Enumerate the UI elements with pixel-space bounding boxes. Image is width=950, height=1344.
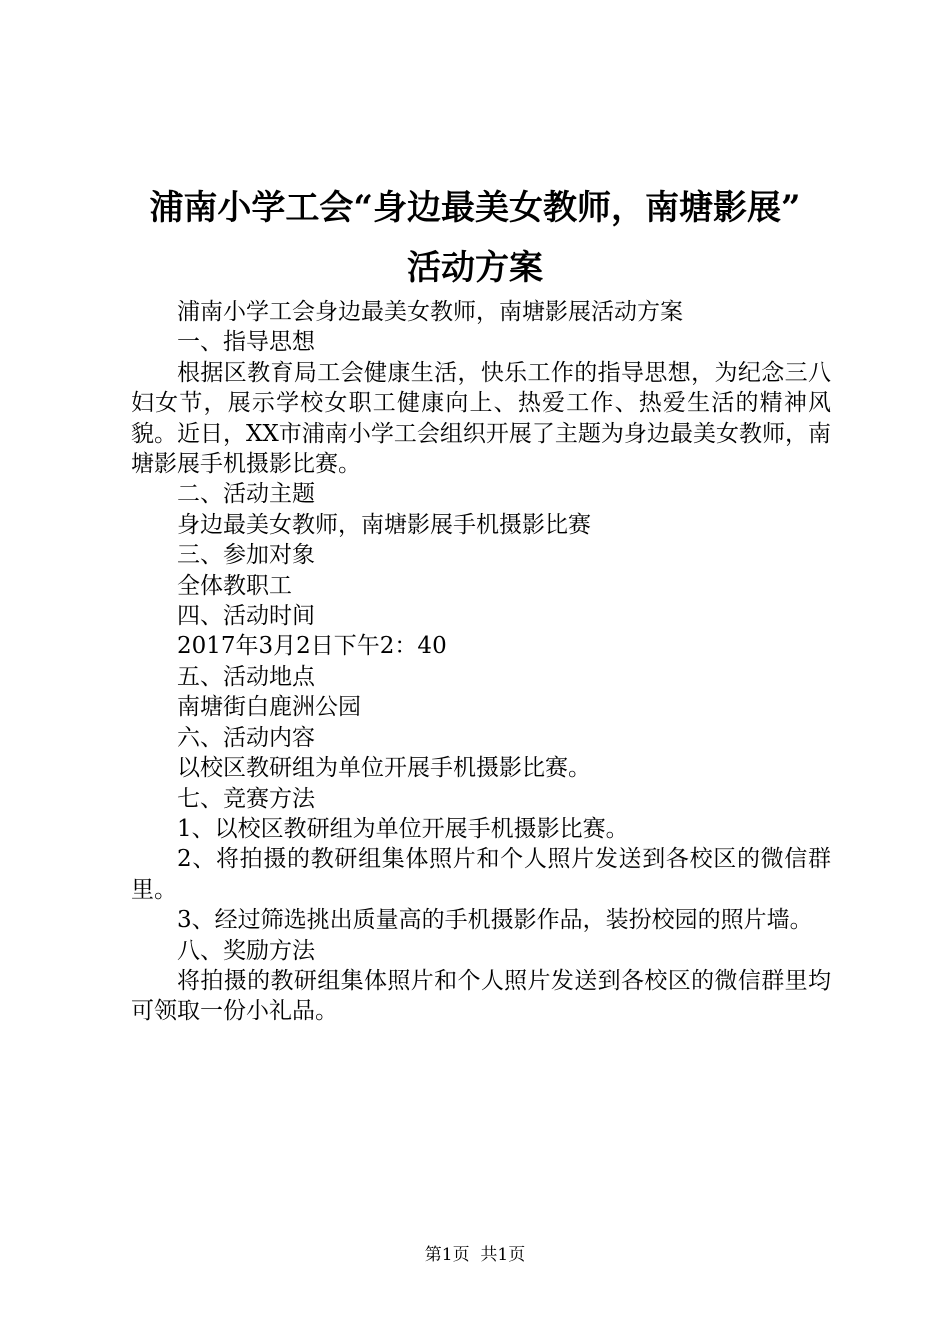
paragraph-time: 2017年3月2日下午2：40 <box>177 633 447 660</box>
document-body <box>131 297 831 1027</box>
section-heading-1: 一、指导思想 <box>177 329 315 356</box>
section-heading-7: 七、竞赛方法 <box>177 785 315 812</box>
document-title-line-2: 活动方案 <box>407 248 543 288</box>
section-heading-6: 六、活动内容 <box>177 724 315 751</box>
paragraph-theme: 身边最美女教师，南塘影展手机摄影比赛 <box>177 511 591 538</box>
section-heading-8: 八、奖励方法 <box>177 937 315 964</box>
section-heading-5: 五、活动地点 <box>177 663 315 690</box>
paragraph-content: 以校区教研组为单位开展手机摄影比赛。 <box>177 755 591 782</box>
paragraph-method-1: 1、以校区教研组为单位开展手机摄影比赛。 <box>177 815 629 842</box>
paragraph-reward: 将拍摄的教研组集体照片和个人照片发送到各校区的微信群里均可领取一份小礼品。 <box>131 967 831 1025</box>
section-heading-3: 三、参加对象 <box>177 542 315 569</box>
section-heading-2: 二、活动主题 <box>177 481 315 508</box>
document-title-line-1: 浦南小学工会“身边最美女教师，南塘影展” <box>149 188 801 228</box>
paragraph-guiding-thought: 根据区教育局工会健康生活，快乐工作的指导思想，为纪念三八妇女节，展示学校女职工健康向上、热爱工作、热爱生活的精神风貌。近日，XX市浦南小学工会组织开展了主题为身边最美女教师，南塘影展手机摄影比赛。 <box>131 359 831 478</box>
paragraph-subtitle: 浦南小学工会身边最美女教师，南塘影展活动方案 <box>177 299 683 325</box>
page-footer: 第1页 共1页 <box>424 1245 526 1265</box>
paragraph-method-3: 3、经过筛选挑出质量高的手机摄影作品，装扮校园的照片墙。 <box>177 907 813 934</box>
paragraph-method-2: 2、将拍摄的教研组集体照片和个人照片发送到各校区的微信群里。 <box>131 846 831 903</box>
section-heading-4: 四、活动时间 <box>177 603 315 630</box>
paragraph-participants: 全体教职工 <box>177 572 292 599</box>
paragraph-location: 南塘街白鹿洲公园 <box>177 694 361 721</box>
